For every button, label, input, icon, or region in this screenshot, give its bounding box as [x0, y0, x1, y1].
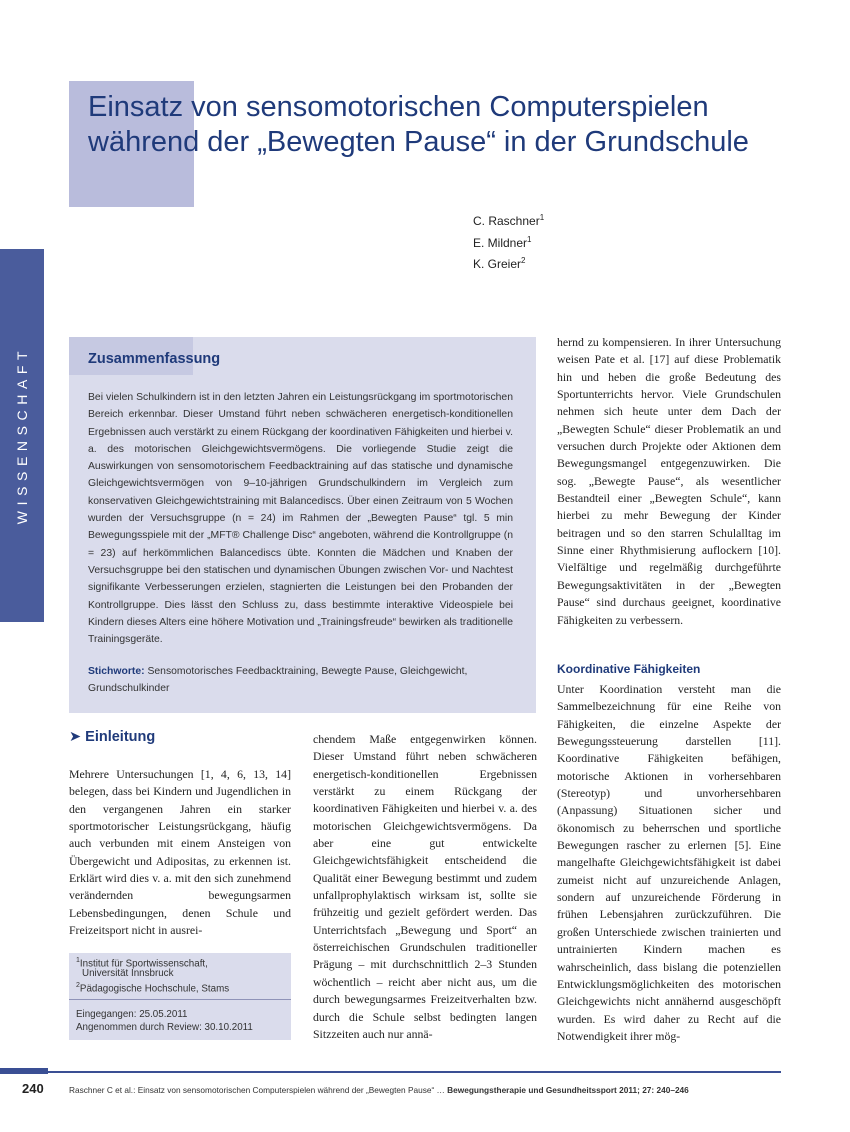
keywords-label: Stichworte:	[88, 666, 145, 677]
footer-accent	[0, 1068, 48, 1074]
affiliation-box	[69, 953, 291, 1040]
author: C. Raschner$^1$	[473, 213, 545, 228]
journal-reference: Bewegungstherapie und Gesundheitssport 2011; 27: 240–246	[447, 1085, 689, 1095]
keywords-text: Sensomotorisches Feedbacktraining, Bewegte Pause, Gleichgewicht, Grundschulkinder	[88, 666, 468, 695]
received-date: Eingegangen: 25.05.2011	[76, 1009, 188, 1020]
body-text-column-3-top: hernd zu kompensieren. In ihrer Untersuchung weisen Pate et al. [17] auf diese Problematik hin und heben die große Bedeutung des Sportunterrichts hervor. Viele Grundschulen nehmen sich heute unter dem Dach der „Bewegten Schule“ dieser Problematik an und versuchen durch Projekte oder Aktionen dem Bewegungsmangel entgegenzuwirken. Die sog. „Bewegte Pause“, als wesentlicher Bestandteil einer „Bewegten Schule“, kann hierbei zu mehr Bewegung der Kinder beitragen und so den starren Schulalltag im Sinne einer Rhythmisierung auflockern [10]. Vielfältige und regelmäßig durchgeführte Bewegungsaktivitäten in der „Bewegten Pause“ sind durchaus geeignet, koordinative Fähigkeiten zu verbessern.	[557, 335, 781, 627]
accepted-date: Angenommen durch Review: 30.10.2011	[76, 1022, 253, 1033]
abstract-text: Bei vielen Schulkindern ist in den letzten Jahren ein Leistungsrückgang im sportmotorischen Bereich erkennbar. Dieser Umstand führt neben schwächeren energetisch-konditionellen Ergebnissen auch verstärkt zu einem Rückgang der koordinativen Fähigkeiten und hierbei v. a. des motorischen Gleichgewichtsvermögens. Die vorliegende Studie zeigt die Auswirkungen von sensomotorischem Feedbacktraining auf das statische und dynamische Gleichgewichtsvermögen von 9–10-jährigen Grundschulkindern im Vergleich zum konservativen Gleichgewichtstraining mit Balancediscs. Über einen Zeitraum von 5 Wochen wurden der Versuchsgruppe (n = 24) im Rahmen der „Bewegten Pause“ tgl. 5 min Bewegungsspiele mit der „MFT® Challenge Disc“ angeboten, während die Kontrollgruppe (n = 23) auf herkömmlichen Balancediscs übte. Konnten die Mädchen und Knaben der Versuchsgruppe bei den statischen und dynamischen Übungen zwischen Vor- und Nachtest signifikante Verbesserungen erzielen, stagnierten die Leistungen bei den Probanden der Kontrollgruppe. Dies lässt den Schluss zu, dass bestimmte interaktive Videospiele bei Kindern dieses Alters eine höhere Motivation und „Trainingsfreude“ bewirken als traditionelle Trainingsgeräte.	[88, 392, 513, 646]
citation-text: Raschner C et al.: Einsatz von sensomotorischen Computerspielen während der „Bewegten Pause“ …	[69, 1085, 448, 1095]
body-text-column-1: Mehrere Untersuchungen [1, 4, 6, 13, 14] belegen, dass bei Kindern und Jugendlichen in den vergangenen Jahren ein starker sportmotorischer Leistungsrückgang, häufig auch verbunden mit einem Ansteigen von Übergewicht und Adipositas, zu erkennen ist. Erklärt wird dies v. a. mit den sich zunehmend verändernden bewegungsarmen Lebensbedingungen, denen Schule und Freizeitsport nicht in ausrei-	[69, 767, 291, 938]
body-text-column-2: chendem Maße entgegenwirken können. Dieser Umstand führt neben schwächeren energetisch-konditionellen Ergebnissen verstärkt zu einem Rückgang der koordinativen Fähigkeiten und hierbei v. a. des motorischen Gleichgewichtsvermögens. Da aber eine gut entwickelte Gleichgewichtsfähigkeit entscheidend die Qualität einer Bewegung bestimmt und zudem unfallprophylaktisch wirksam ist, sollte sie frühzeitig und gezielt gefördert werden. Das Unterrichtsfach „Bewegung und Sport“ an österreichischen Grundschulen traditioneller Prägung – mit durchschnittlich 2–3 Stunden wöchentlich – reicht aber nicht aus, um die durch bewegungsarmes Freizeitverhalten bzw. durch die Schule selbst bedingten langen Sitzzeiten auch nur annä-	[313, 732, 537, 1041]
footer-rule	[0, 1071, 781, 1073]
section-side-bar	[0, 249, 44, 622]
divider	[69, 999, 291, 1000]
introduction-heading: ➤ Einleitung	[69, 729, 156, 745]
author: K. Greier$^2$	[473, 256, 526, 271]
affiliation-line: $^1$Institut für Sportwissenschaft,	[76, 957, 208, 970]
abstract-heading: Zusammenfassung	[88, 351, 221, 367]
subsection-heading: Koordinative Fähigkeiten	[557, 662, 701, 676]
affiliation-line: $^2$Pädagogische Hochschule, Stams	[76, 982, 230, 995]
article-title: Einsatz von sensomotorischen Computerspielen während der „Bewegten Pause“ in der Grundschule	[88, 91, 749, 158]
affiliation-line: Universität Innsbruck	[82, 967, 174, 979]
footer-citation	[69, 1085, 689, 1095]
author-list	[473, 209, 544, 274]
section-label: WISSENSCHAFT	[14, 345, 30, 525]
keywords	[88, 663, 513, 698]
author: E. Mildner$^1$	[473, 234, 532, 250]
body-text-column-3-bottom: Unter Koordination versteht man die Sammelbezeichnung für eine Reihe von Fähigkeiten, die einzelne Aspekte der Bewegungssteuerung darstellen [11]. Koordinative Fähigkeiten befähigen, motorische Aktionen in vorhersehbaren (Stereotyp) und unvorhersehbaren (Anpassung) Situationen sicher und ökonomisch zu beherrschen und sportliche Bewegungen rascher zu erlernen [5]. Eine mangelhafte Gleichgewichtsfähigkeit ist dabei zumeist nicht auf unzureichende Anlagen, sondern auf unzureichende Förderung in frühen Lebensjahren zurückzuführen. Die großen Unterschiede zwischen trainierten und untrainierten Kindern machen es wahrscheinlich, dass bislang die potenziellen Entwicklungsmöglichkeiten des motorischen Gleichgewichts nicht annähernd ausgeschöpft wurden. Es wird daher zu Recht auf die Notwendigkeit ihrer mög-	[557, 682, 781, 1043]
arrow-icon: ➤	[69, 729, 82, 745]
page-number: 240	[22, 1081, 44, 1096]
